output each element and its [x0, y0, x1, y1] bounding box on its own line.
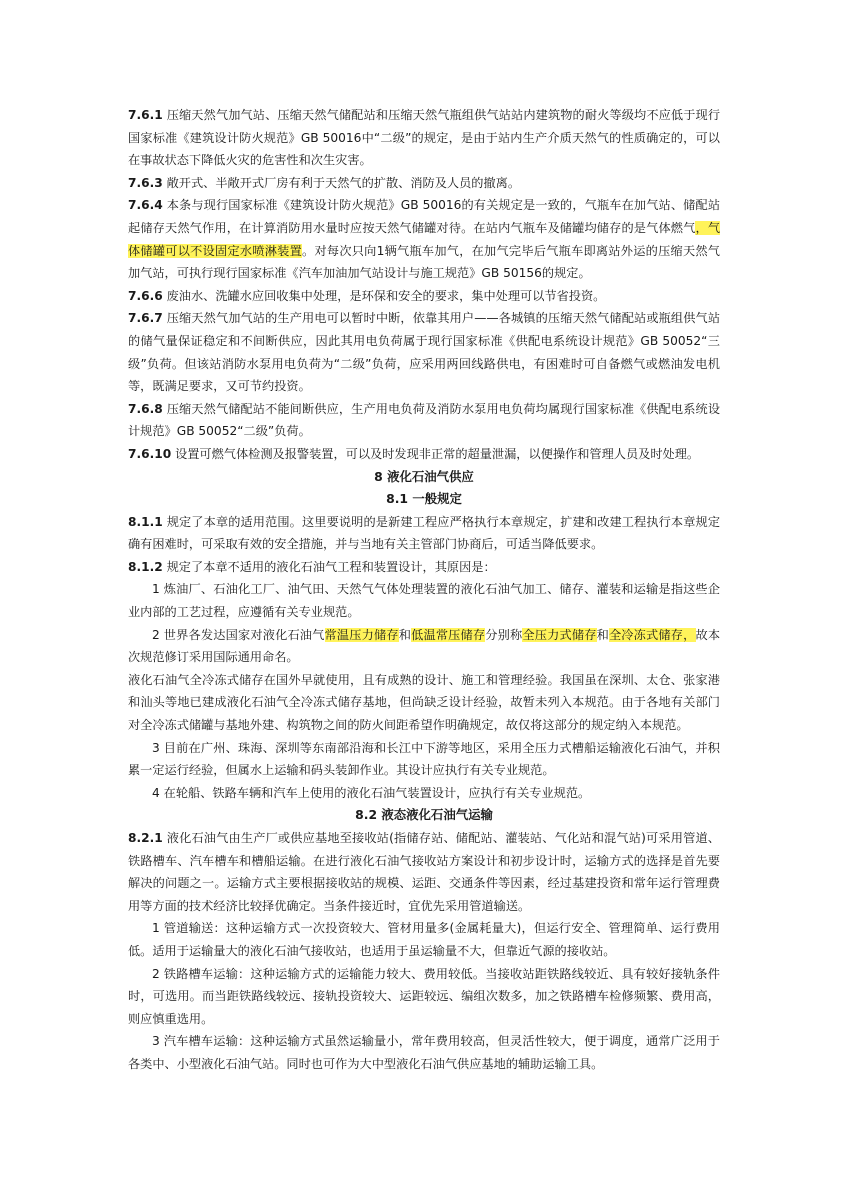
clause-8-2-1: 8.2.1 液化石油气由生产厂或供应基地至接收站(指储存站、储配站、灌装站、气化站和混气站)可采用管道、铁路槽车、汽车槽车和槽船运输。在进行液化石油气接收站方案设计和初步设计时，运输方式的选择是首先要解决的问题之一。运输方式主要根据接收站的规模、运距、交通条件等因素，经过基建投资和常年运行管理费用等方面的技术经济比较择优确定。当条件接近时，宜优先采用管道输送。: [128, 831, 720, 913]
list-item-1: 1 炼油厂、石油化工厂、油气田、天然气气体处理装置的液化石油气加工、储存、灌装和运输是指这些企业内部的工艺过程，应遵循有关专业规范。: [128, 582, 720, 620]
list-item-2: 2 世界各发达国家对液化石油气常温压力储存和低温常压储存分别称全压力式储存和全冷冻式储存，故本次规范修订采用国际通用命名。: [128, 627, 721, 665]
list-item-2-continuation: 液化石油气全冷冻式储存在国外早就使用，且有成熟的设计、施工和管理经验。我国虽在深圳、太仓、张家港和汕头等地已建成液化石油气全冷冻式储存基地，但尚缺乏设计经验，故暂未列入本规范。由于各地有关部门对全冷冻式储罐与基地外建、构筑物之间的防火间距希望作明确规定，故仅将这部分的规定纳入本规范。: [128, 672, 720, 733]
highlighted-text: ，气体储罐可以不设固定水喷淋装置: [128, 220, 721, 258]
clause-7-6-1: 7.6.1 压缩天然气加气站、压缩天然气储配站和压缩天然气瓶组供气站站内建筑物的耐火等级均不应低于现行国家标准《建筑设计防火规范》GB 50016中“二级”的规定，是由于站内生产介质天然气的性质确定的，可以在事故状态下降低火灾的危害性和次生灾害。: [128, 108, 721, 168]
clause-7-6-10: 7.6.10 设置可燃气体检测及报警装置，可以及时发现非正常的超量泄漏，以便操作和管理人员及时处理。: [128, 446, 700, 461]
highlighted-text: 常温压力储存: [324, 627, 399, 642]
chapter-title: 8 液化石油气供应: [374, 468, 474, 484]
section-title-8-2: 8.2 液态液化石油气运输: [355, 807, 493, 823]
clause-7-6-8: 7.6.8 压缩天然气储配站不能间断供应，生产用电负荷及消防水泵用电负荷均属现行国家标准《供配电系统设计规范》GB 50052“二级”负荷。: [128, 401, 721, 439]
section-title-8-1: 8.1 一般规定: [386, 491, 462, 507]
highlighted-text: ，: [683, 627, 696, 642]
list-item-3: 3 目前在广州、珠海、深圳等东南部沿海和长江中下游等地区，采用全压力式槽船运输液化石油气，并积累一定运行经验，但属水上运输和码头装卸作业。其设计应执行有关专业规范。: [128, 740, 720, 778]
highlighted-text: 低温常压储存: [411, 627, 486, 642]
transport-item-3: 3 汽车槽车运输：这种运输方式虽然运输量小，常年费用较高，但灵活性较大，便于调度，通常广泛用于各类中、小型液化石油气站。同时也可作为大中型液化石油气供应基地的辅助运输工具。: [128, 1034, 720, 1071]
clause-8-1-1: 8.1.1 规定了本章的适用范围。这里要说明的是新建工程应严格执行本章规定，扩建和改建工程执行本章规定确有困难时，可采取有效的安全措施，并与当地有关主管部门协商后，可适当降低要求。: [128, 514, 721, 552]
clause-7-6-7: 7.6.7 压缩天然气加气站的生产用电可以暂时中断，依靠其用户——各城镇的压缩天然气储配站或瓶组供气站的储气量保证稳定和不间断供应，因此其用电负荷属于现行国家标准《供配电系统设计规范》GB 50052“三级”负荷。但该站消防水泵用电负荷为“二级”负荷，应采用两回线路供电，有困难时可自备燃气或燃油发电机等，既满足要求，又可节约投资。: [128, 311, 721, 394]
transport-item-1: 1 管道输送：这种运输方式一次投资较大、管材用量多(金属耗量大)，但运行安全、管理简单、运行费用低。适用于运输量大的液化石油气接收站，也适用于虽运输量不大，但靠近气源的接收站。: [128, 921, 720, 958]
clause-7-6-4: 7.6.4 本条与现行国家标准《建筑设计防火规范》GB 50016的有关规定是一致的，气瓶车在加气站、储配站起储存天然气作用，在计算消防用水量时应按天然气储罐对待。在站内气瓶车及储罐均储存的是气体燃气，气体储罐可以不设固定水喷淋装置。对每次只向1辆气瓶车加气，在加气完毕后气瓶车即离站外运的压缩天然气加气站，可执行现行国家标准《汽车加油加气站设计与施工规范》GB 50156的规定。: [128, 198, 721, 281]
highlighted-text: 全压力式储存: [522, 627, 597, 642]
clause-7-6-3: 7.6.3 敞开式、半敞开式厂房有利于天然气的扩散、消防及人员的撤离。: [128, 175, 521, 190]
transport-item-2: 2 铁路槽车运输：这种运输方式的运输能力较大、费用较低。当接收站距铁路线较近、具有较好接轨条件时，可选用。而当距铁路线较远、接轨投资较大、运距较远、编组次数多，加之铁路槽车检修频繁、费用高，则应慎重选用。: [128, 966, 720, 1026]
highlighted-text: 全冷冻式储存: [608, 627, 684, 642]
list-item-4: 4 在轮船、铁路车辆和汽车上使用的液化石油气装置设计，应执行有关专业规范。: [152, 785, 591, 800]
clause-7-6-6: 7.6.6 废油水、洗罐水应回收集中处理，是环保和安全的要求，集中处理可以节省投资。: [128, 288, 606, 303]
clause-8-1-2: 8.1.2 规定了本章不适用的液化石油气工程和装置设计，其原因是：: [128, 559, 496, 574]
